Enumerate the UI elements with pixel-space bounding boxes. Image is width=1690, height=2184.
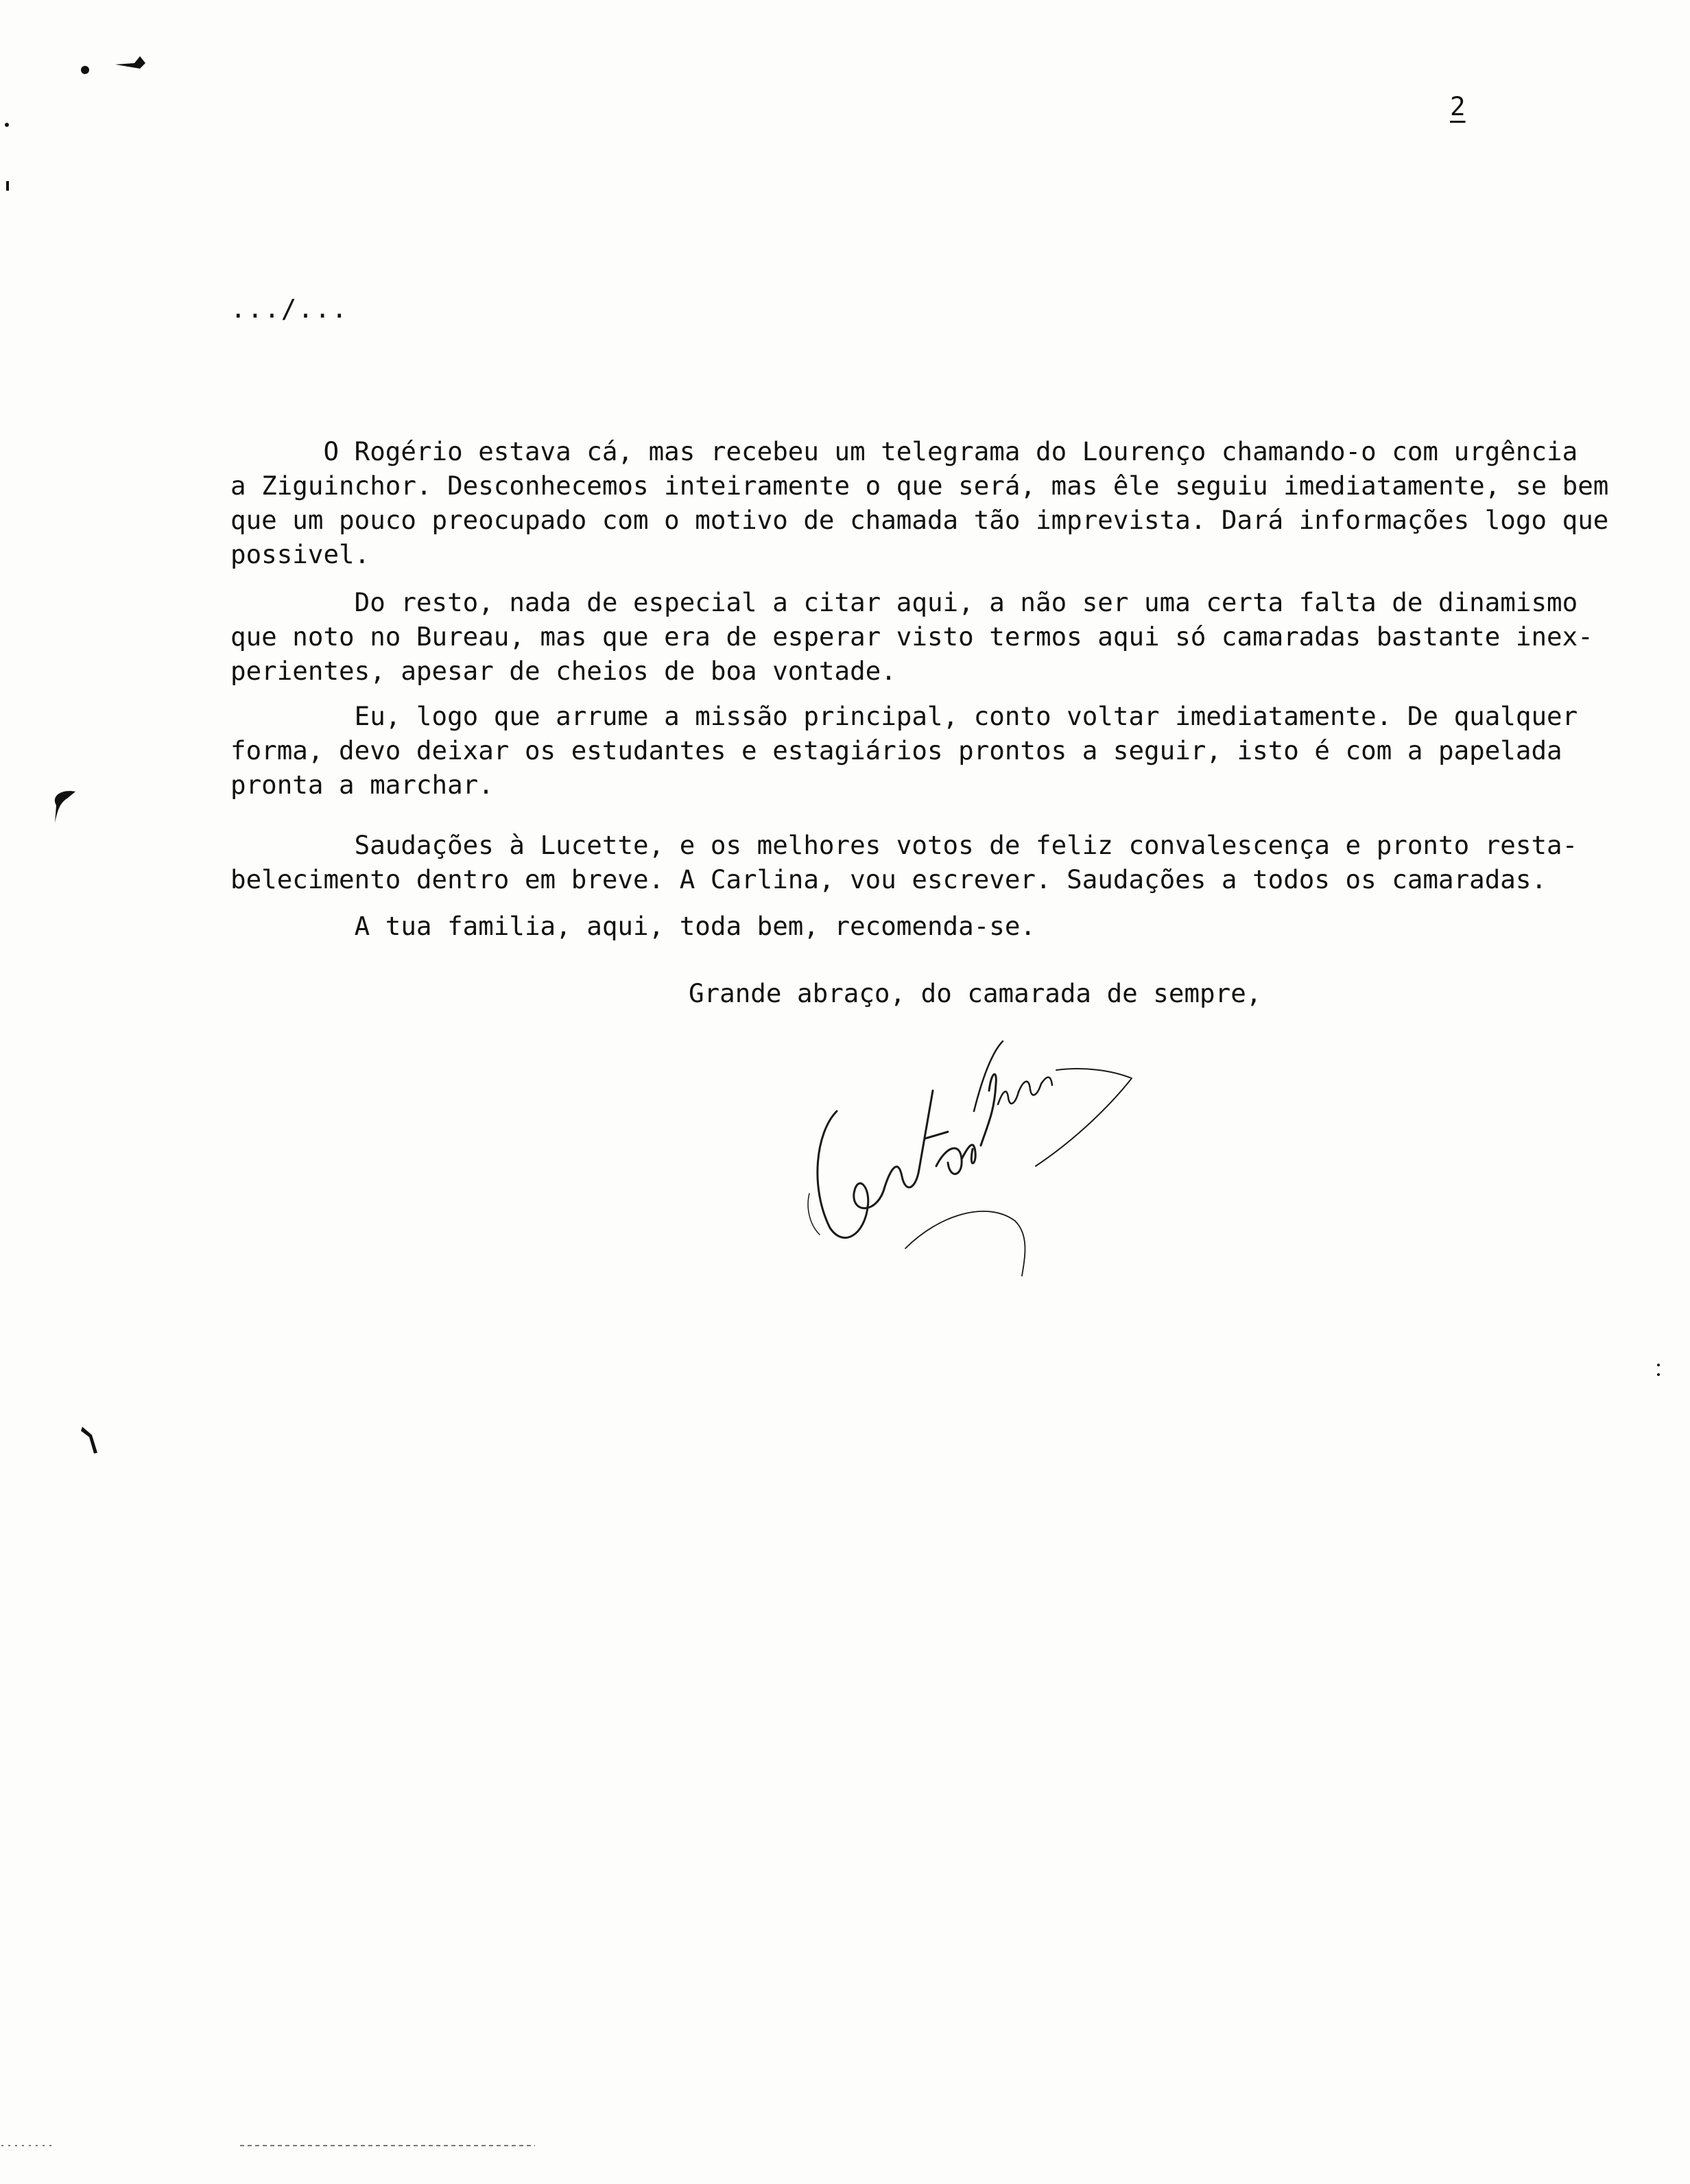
paragraph-1-line-1: O Rogério estava cá, mas recebeu um telegrama do Lourenço chamando-o com urgência <box>230 436 1578 466</box>
paragraph-3-line-2: forma, devo deixar os estudantes e estagiários prontos a seguir, isto é com a papelada <box>230 735 1562 765</box>
closing-line: Grande abraço, do camarada de sempre, <box>689 978 1262 1008</box>
handwritten-signature <box>789 1029 1173 1290</box>
paragraph-3-line-3: pronta a marchar. <box>230 770 494 800</box>
paragraph-3-line-1: Eu, logo que arrume a missão principal, conto voltar imediatamente. De qualquer <box>230 701 1578 731</box>
page-number: 2 <box>1450 91 1466 121</box>
paragraph-5-line-1: A tua familia, aqui, toda bem, recomenda-se. <box>230 911 1036 941</box>
continuation-marker: .../... <box>230 294 349 324</box>
paragraph-2-line-2: que noto no Bureau, mas que era de esperar visto termos aqui só camaradas bastante inex- <box>230 621 1593 652</box>
paragraph-4-line-1: Saudações à Lucette, e os melhores votos de feliz convalescença e pronto resta- <box>230 830 1578 860</box>
paragraph-1-line-4: possivel. <box>230 539 370 569</box>
paragraph-1-line-3: que um pouco preocupado com o motivo de chamada tão imprevista. Dará informações logo que <box>230 505 1609 535</box>
paragraph-4-line-2: belecimento dentro em breve. A Carlina, vou escrever. Saudações a todos os camaradas. <box>230 864 1547 894</box>
paragraph-2-line-1: Do resto, nada de especial a citar aqui, a não ser uma certa falta de dinamismo <box>230 587 1578 617</box>
paragraph-1-line-2: a Ziguinchor. Desconhecemos inteiramente o que será, mas êle seguiu imediatamente, se bem <box>230 471 1609 501</box>
paragraph-2-line-3: perientes, apesar de cheios de boa vontade. <box>230 656 896 686</box>
